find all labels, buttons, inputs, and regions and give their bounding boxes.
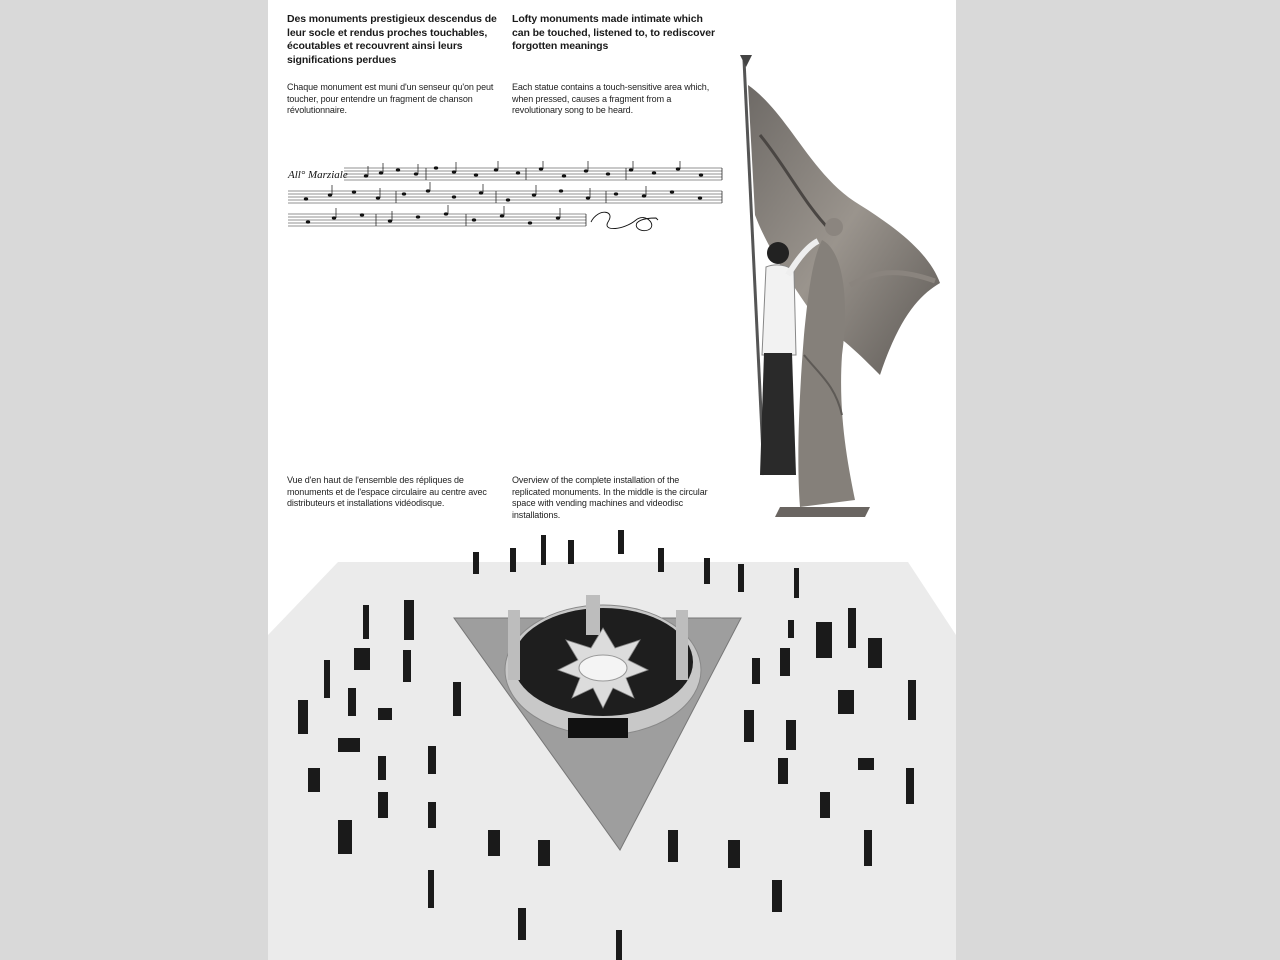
- french-body: Chaque monument est muni d'un senseur qu'on peut toucher, pour entendre un fragment de chanson révolutionnaire.: [287, 82, 494, 115]
- french-caption: Vue d'en haut de l'ensemble des répliques de monuments et de l'espace circulaire au centre avec distributeurs et installations vidéodisque.: [287, 475, 487, 508]
- document-page: [268, 0, 956, 960]
- english-caption: Overview of the complete installation of the replicated monuments. In the middle is the circular space with vending machines and videodisc installations.: [512, 475, 708, 520]
- music-score-image: [286, 160, 726, 240]
- statue-photo: [730, 55, 955, 517]
- english-body: Each statue contains a touch-sensitive area which, when pressed, causes a fragment from a revolutionary song to be heard.: [512, 82, 710, 115]
- tempo-marking: All° Marziale: [288, 169, 348, 181]
- english-heading: Lofty monuments made intimate which can be touched, listened to, to rediscover forgotten meanings: [512, 13, 715, 52]
- installation-model-photo: [268, 530, 956, 960]
- french-heading: Des monuments prestigieux descendus de leur socle et rendus proches touchables, écoutables et recouvrent ainsi leurs significations perdues: [287, 13, 497, 66]
